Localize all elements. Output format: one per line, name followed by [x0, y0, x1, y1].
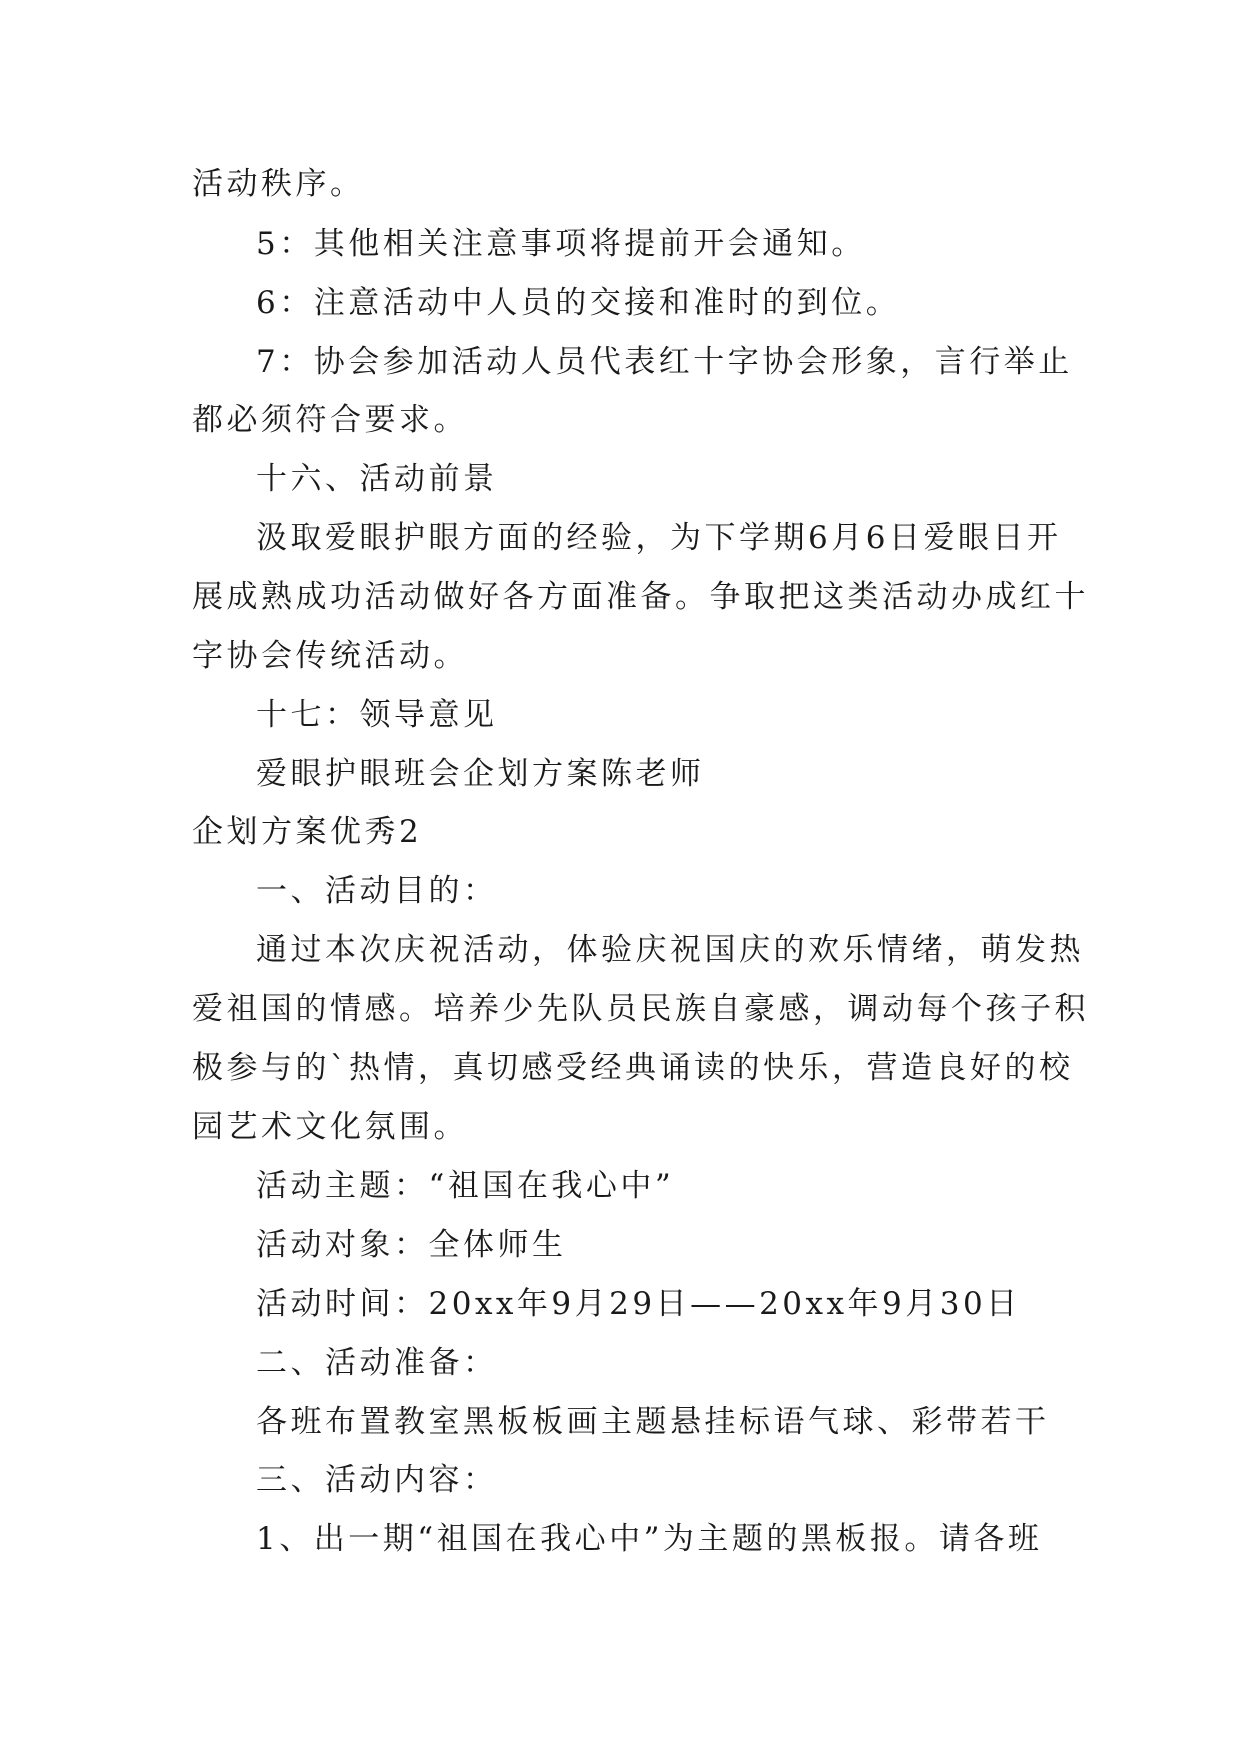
- text-line: 通过本次庆祝活动，体验庆祝国庆的欢乐情绪，萌发热: [256, 932, 1084, 968]
- text-line: 活动秩序。: [192, 166, 365, 202]
- text-line: 7：协会参加活动人员代表红十字协会形象，言行举止: [256, 344, 1073, 380]
- text-line: 活动时间：20xx年9月29日——20xx年9月30日: [256, 1286, 1021, 1322]
- section-heading: 二、活动准备：: [256, 1345, 498, 1381]
- document-subtitle: 企划方案优秀2: [192, 814, 423, 850]
- text-line: 活动主题：“祖国在我心中”: [256, 1168, 675, 1204]
- text-line: 爱祖国的情感。培养少先队员民族自豪感，调动每个孩子积: [192, 991, 1089, 1027]
- text-line: 5：其他相关注意事项将提前开会通知。: [256, 226, 866, 262]
- text-line: 活动对象：全体师生: [256, 1227, 567, 1263]
- text-line: 展成熟成功活动做好各方面准备。争取把这类活动办成红十: [192, 579, 1089, 615]
- section-heading: 三、活动内容：: [256, 1462, 498, 1498]
- text-line: 爱眼护眼班会企划方案陈老师: [256, 756, 705, 792]
- section-heading: 一、活动目的：: [256, 873, 498, 909]
- text-line: 6：注意活动中人员的交接和准时的到位。: [256, 285, 901, 321]
- text-line: 1、出一期“祖国在我心中”为主题的黑板报。请各班: [256, 1521, 1043, 1557]
- text-line: 字协会传统活动。: [192, 638, 468, 674]
- text-line: 园艺术文化氛围。: [192, 1109, 468, 1145]
- text-line: 汲取爱眼护眼方面的经验，为下学期6月6日爱眼日开: [256, 520, 1062, 556]
- section-heading: 十六、活动前景: [256, 461, 498, 497]
- text-line: 极参与的`热情，真切感受经典诵读的快乐，营造良好的校: [192, 1050, 1074, 1086]
- text-line: 各班布置教室黑板板画主题悬挂标语气球、彩带若干: [256, 1404, 1050, 1440]
- text-line: 都必须符合要求。: [192, 402, 468, 438]
- section-heading: 十七：领导意见: [256, 697, 498, 733]
